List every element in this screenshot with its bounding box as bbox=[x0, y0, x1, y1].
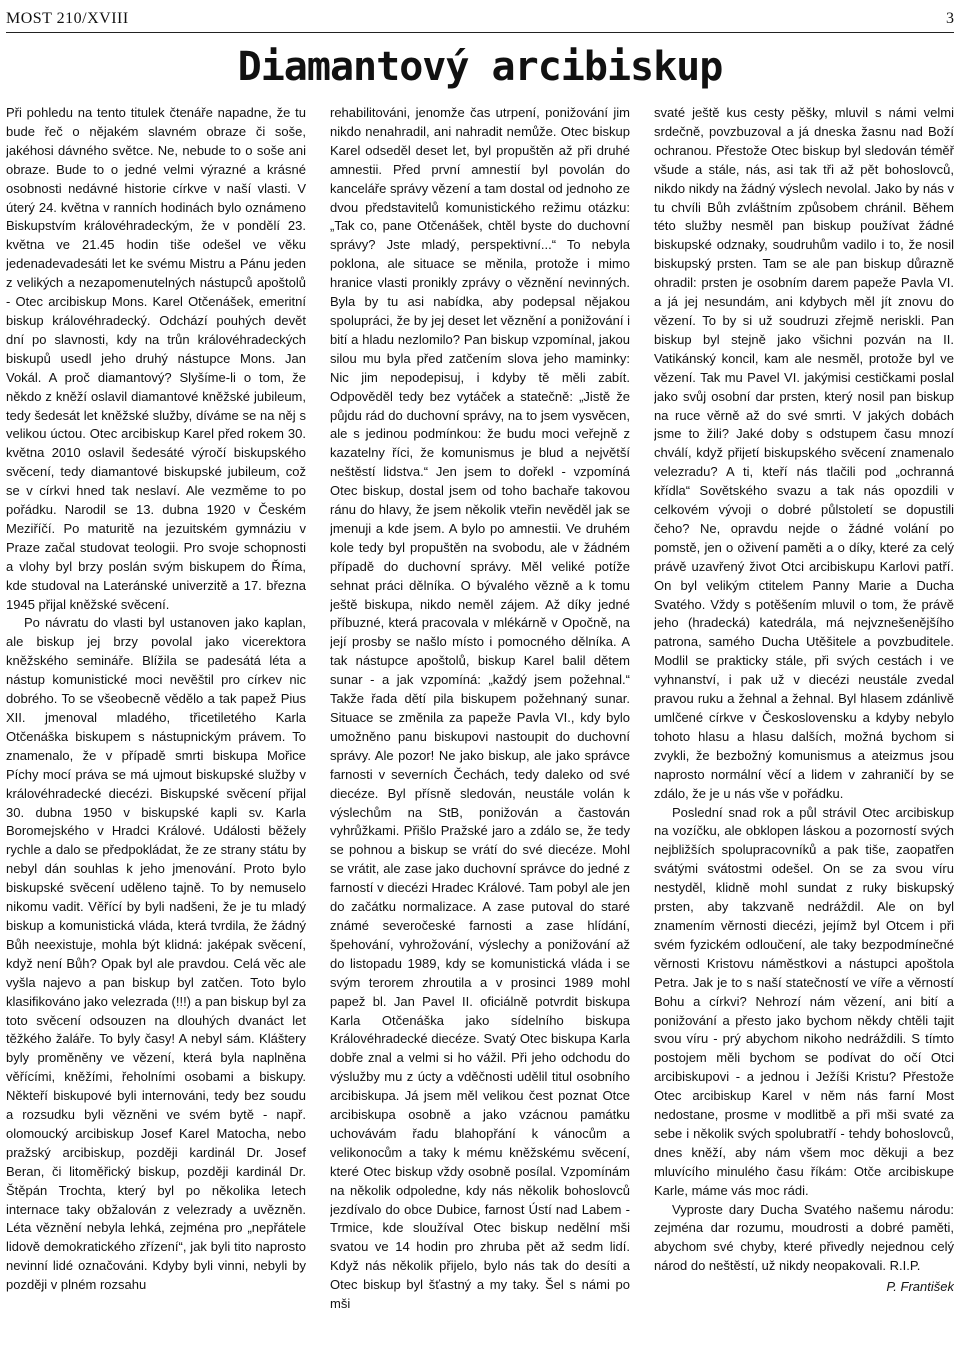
article-body bbox=[6, 104, 954, 1344]
paragraph: Vyproste dary Ducha Svatého našemu národu: zejména dar rozumu, moudrosti a dobré paměti, abychom své chyby, které přivedly nejednou celý národ do neštěstí, už nikdy neopakovali. R.I.P. bbox=[654, 1201, 954, 1274]
paragraph: Při pohledu na tento titulek čtenáře napadne, že tu bude řeč o nějakém slavném obraze či soše, jakéhosi dávného světce. Ne, nebude to o soše ani obraze. Bude to o jedné velmi výrazné a krásné osobnosti nedávné historie církve v naší vlasti. V úterý 24. května v ranních hodinách bylo oznámeno Biskupstvím královéhradeckým, že v pondělí 23. května ve 21.45 hodin tiše odešel ve věku jedenadevadesáti let ke svému Mistru a Pánu jeden z velikých a nezapomenutelných nástupců apoštolů - Otec arcibiskup Mons. Karel Otčenášek, emeritní biskup královéhradecký. Odchází pouhých devět dní po slavnosti, kdy na trůn královéhradeckých biskupů usedl jeho druhý nástupce Mons. Jan Vokál. A proč diamantový? Slyšíme-li o tom, že někdo z kněží oslavil diamantové kněžské jubileum, tedy šedesát let kněžské služby, díváme se na něj s velikou úctou. Otec arcibiskup Karel před rokem 30. května 2010 oslavil šedesáté výročí biskupského svěcení, tedy diamantové biskupské jubileum, což se v církvi hned tak neslaví. Ale vezměme to po pořádku. Narodil se 13. dubna 1920 v Českém Meziříčí. Po maturitě na jezuitském gymnáziu v Praze začal studovat teologii. Pro svoje schopnosti a vlohy byl brzy poslán svým biskupem do Říma, kde studoval na Lateránské univerzitě a 17. března 1945 přijal kněžské svěcení. bbox=[6, 105, 306, 612]
column-3 bbox=[654, 104, 954, 1344]
paragraph: svaté ještě kus cesty pěšky, mluvil s námi velmi srdečně, povzbuzoval a já dneska žasnu nad Boží ochranou. Přestože Otec biskup byl sledován téměř všude a stále, nás, asi tak tři až pět bohoslovců, nikdo nikdy na žádný výslech nevolal. Jako by nás v tu chvíli Bůh zvláštním způsobem chránil. Během této služby nesměl pan biskup používat žádné biskupské odznaky, soudruhům vadilo i to, že nosil biskupský prsten. Tam se ale pan biskup důrazně ohradil: prsten je osobním darem papeže Pavla VI. a já jej nesundám, ani kdybych měl jít znovu do vězení. To by si už soudruzi zřejmě neriskli. Pan biskup byl stejně jako všichni pozván na II. Vatikánský koncil, kam ale nesměl, protože byl ve vězení. Tak mu Pavel VI. jakýmisi cestičkami poslal jako svůj osobní dar prsten, který nosil pan biskup na ruce věrně až do své smrti. V jakých dobách jsme to žili? Jaké doby s odstupem času mnozí chválí, když přijetí biskupského svěcení znamenalo velezradu? A ti, kteří nás tlačili pod „ochranná křídla“ Sovětského svazu a tak nás opozdili v celkovém vývoji o dobré půlstoletí se dopustili čeho? Ne, opravdu nejde o žádné volání po pomstě, jen o oživení paměti a o díky, které za celý právě uzavřený život Otci arcibiskupu Karlovi patří. On byl velikým ctitelem Panny Marie a Ducha Svatého. Vždy s potěšením mluvil o tom, že právě jeho (hradecká) katedrála, má nejvznešenějšího patrona, samého Ducha Utěšitele a povzbuditele. Modlil se prakticky stále, při svých cestách i ve vyhnanství, i pak už v diecézi neustále zvedal pravou ruku a žehnal a žehnal. Byl hlasem zdánlivě umlčené církve v Československu a kdyby nebylo tohoto hlasu a hlasu dalších, možná bychom si zvykli, že bezbožný komunismus a ateizmus jsou naprosto normální věcí a lidem v zahraničí by se zdálo, že je u nás vše v pořádku. bbox=[654, 105, 954, 801]
paragraph: Poslední snad rok a půl strávil Otec arcibiskup na vozíčku, ale obklopen láskou a pozorností svých nejbližších spolupracovníků a pak tiše, zaopatřen svátými svátostmi odešel. On se za svou víru nestyděl, klidně mohl sundat z ruky biskupský prsten, aby takzvaně nedráždil. Ale on byl znamením věrnosti diecézi, jejímž byl Otcem i při svém fyzickém odloučení, ale taky bezpodmínečné věrnosti Kristovu náměstkovi a nástupci apoštola Petra. Jak je to s naší statečností ve víře a věrností Bohu a církvi? Nehrozí nám vězení, ani bití a ponižování a přesto jako bychom někdy chtěli tajit svou víru - prý abychom nikoho nedráždili. S tímto postojem měli bychom se podívat do očí Otci arcibiskupovi - a jednou i Ježíši Kristu? Přestože Otec arcibiskup Karel v něm nás farní Most nedostane, prosme v modlitbě a při mši svaté za sebe i několik svých spolubratří - tehdy bohoslovců, dnes kněží, aby nám všem moc děkuji a bez mluvícího minulého času říkám: Otče arcibiskupe Karle, máme vás moc rádi. bbox=[654, 804, 954, 1198]
column-2 bbox=[330, 104, 630, 1344]
column-1 bbox=[6, 104, 306, 1344]
page-header bbox=[6, 4, 954, 33]
article-title: Diamantový arcibiskup bbox=[237, 44, 723, 90]
issue-label: MOST 210/XVIII bbox=[6, 10, 129, 27]
paragraph: Po návratu do vlasti byl ustanoven jako kaplan, ale biskup jej brzy povolal jako vicerektora kněžského semináře. Blížila se padesátá léta a nástup komunistické moci nevěštil pro církev nic dobrého. To se všeobecně vědělo a tak papež Pius XII. jmenoval mladého, třicetiletého Karla Otčenáška biskupem s nástupnickým právem. To znamenalo, že v případě smrti biskupa Mořice Píchy mocí práva se má ujmout biskupské služby v královéhradecké diecézi. Biskupské svěcení přijal 30. dubna 1950 v biskupské kapli sv. Karla Boromejského v Hradci Králové. Události běžely rychle a dalo se předpokládat, že ze strany státu by nebyl dán souhlas k jeho jmenování. Proto bylo biskupské svěcení uděleno tajně. To by nemuselo nikomu vadit. Věřící by byli nadšeni, že je tu mladý biskup a komunistická vláda, která tvrdila, že žádný Bůh neexistuje, mohla být klidná: jaképak svěcení, když není Bůh? Opak byl ale pravdou. Celá věc ale vyšla najevo a pan biskup byl zatčen. Toto bylo klasifikováno jako velezrada (!!!) a pan biskup byl za toto svěcení odsouzen na dlouhých dvanáct let těžkého žaláře. To byly časy! A nebyl sám. Kláštery byly proměněny ve vězení, která byla naplněna věřícími, kněžími, řeholními osobami a biskupy. Někteří biskupové byli internováni, tedy bez soudu a rozsudku byli vězněni ve svém bytě - např. olomoucký arcibiskup Josef Karel Matocha, nebo pražský arcibiskup, později kardinál Dr. Josef Beran, či litoměřický biskup, později kardinál Dr. Štěpán Trochta, který byl po několika letech internace taky obžalován z velezrady a uvězněn. Léta věznění nebyla lehká, zejména pro „nepřátele lidově demokratického zřízení“, jak byli tito naprosto nevinní lidé označováni. Kdyby byli vinni, nebyli by později v plném rozsahu bbox=[6, 615, 306, 1293]
author-signature: P. Františ​ek bbox=[886, 1279, 954, 1295]
paragraph: rehabilitováni, jenomže čas utrpení, ponižování jim nikdo nenahradil, ani nahradit nemůže. Otec biskup Karel odseděl deset let, byl propuštěn až při druhé amnestii. Před první amnestií byl povolán do kanceláře správy vězení a tam dostal od jednoho ze dvou představitelů komunistického režimu otázku: „Tak co, pane Otčenášek, chtěl byste do duchovní správy? Jste mladý, perspektivní...“ To nebyla poklona, ale situace se měnila, protože i mimo hranice vlasti pronikly zprávy o věznění nevinných. Byla by tu asi nabídka, aby podepsal nějakou spolupráci, že by jej deset let věznění a ponižování i bití a hladu nezlomilo? Pan biskup vzpomínal, jakou silou mu byla před zatčením slova jeho maminky: Nic jim nepodepisuj, i kdyby tě měli zabít. Odpověděl tedy bez vytáček a statečně: „Jistě že půjdu rád do duchovní správy, na to jsem vysvěcen, ale s jedinou podmínkou: že budu moci veřejně z kazatelny říci, že komunismus je blud a největší neštěstí lidstva.“ Jen jsem to dořekl - vzpomíná Otec biskup, dostal jsem od toho bachaře takovou ránu do hlavy, že jsem několik vteřin nevěděl jak se jmenuji a kde jsem. A bylo po amnestii. Ve druhém kole tedy byl propuštěn na svobodu, ale v žádném případě do duchovní správy. Měl veliké potíže sehnat práci dělníka. O bývalého vězně a k tomu ještě biskupa, nikdo neměl zájem. Až díky jedné příbuzné, která pracovala v mlékárně v Opočně, na její prosby se našlo místo i pomocného dělníka. A tak nástupce apoštolů, biskup Karel balil dětem sunar - a jak vzpomíná: „každý jsem požehnal.“ Takže řada dětí pila biskupem požehnaný sunar. Situace se změnila za papeže Pavla VI., kdy bylo umožněno panu biskupovi nastoupit do duchovní správy. Ale pozor! Ne jako biskup, ale jako správce farnosti v severních Čechách, tedy daleko od své diecéze. Byl přísně sledován, neustále volán k výslechům na StB, ponižován a častován vyhrůžkami. Přišlo Pražské jaro a zdálo se, že tedy se pohnou a biskup se vrátí do své diecéze. Mohl se vrátit, ale zase jako duchovní správce do jedné z farností v diecézi Hradec Králové. Tam pobyl ale jen do začátku normalizace. A zase putoval do staré známé severočeské farnosti a zase hlídání, špehování, vyhrožování, výslechy a ponižování až do listopadu 1989, kdy se komunistická vláda i se svým terorem zhroutila a v prosinci 1989 mohl papež bl. Jan Pavel II. oficiálně potvrdit biskupa Karla Otčenáška jako sídelního biskupa Královéhradecké diecéze. Svatý Otec biskupa Karla dobře znal a velmi si ho vážil. Při jeho odchodu do výslužby mu z úcty a vděčnosti udělil titul osobního arcibiskupa. Já jsem měl velikou čest poznat Otce arcibiskupa osobně a jako vzácnou památku uchovávám řadu blahopřání k vánocům a velikonocům a taky k mému kněžskému svěcení, které Otec biskup vždy osobně posílal. Vzpomínám na několik odpoledne, kdy nás několik bohoslovců jezdívalo do obce Dubice, farnost Ústí nad Labem - Trmice, kde sloužíval Otec biskup nedělní mši svatou ve 14 hodin pro zhruba pět až sedm lidí. Když nás několik přijelo, bylo nás tak do desíti a Otec biskup byl šťastný a my taky. Šel s námi po mši bbox=[330, 105, 630, 1312]
page-number: 3 bbox=[946, 10, 954, 27]
